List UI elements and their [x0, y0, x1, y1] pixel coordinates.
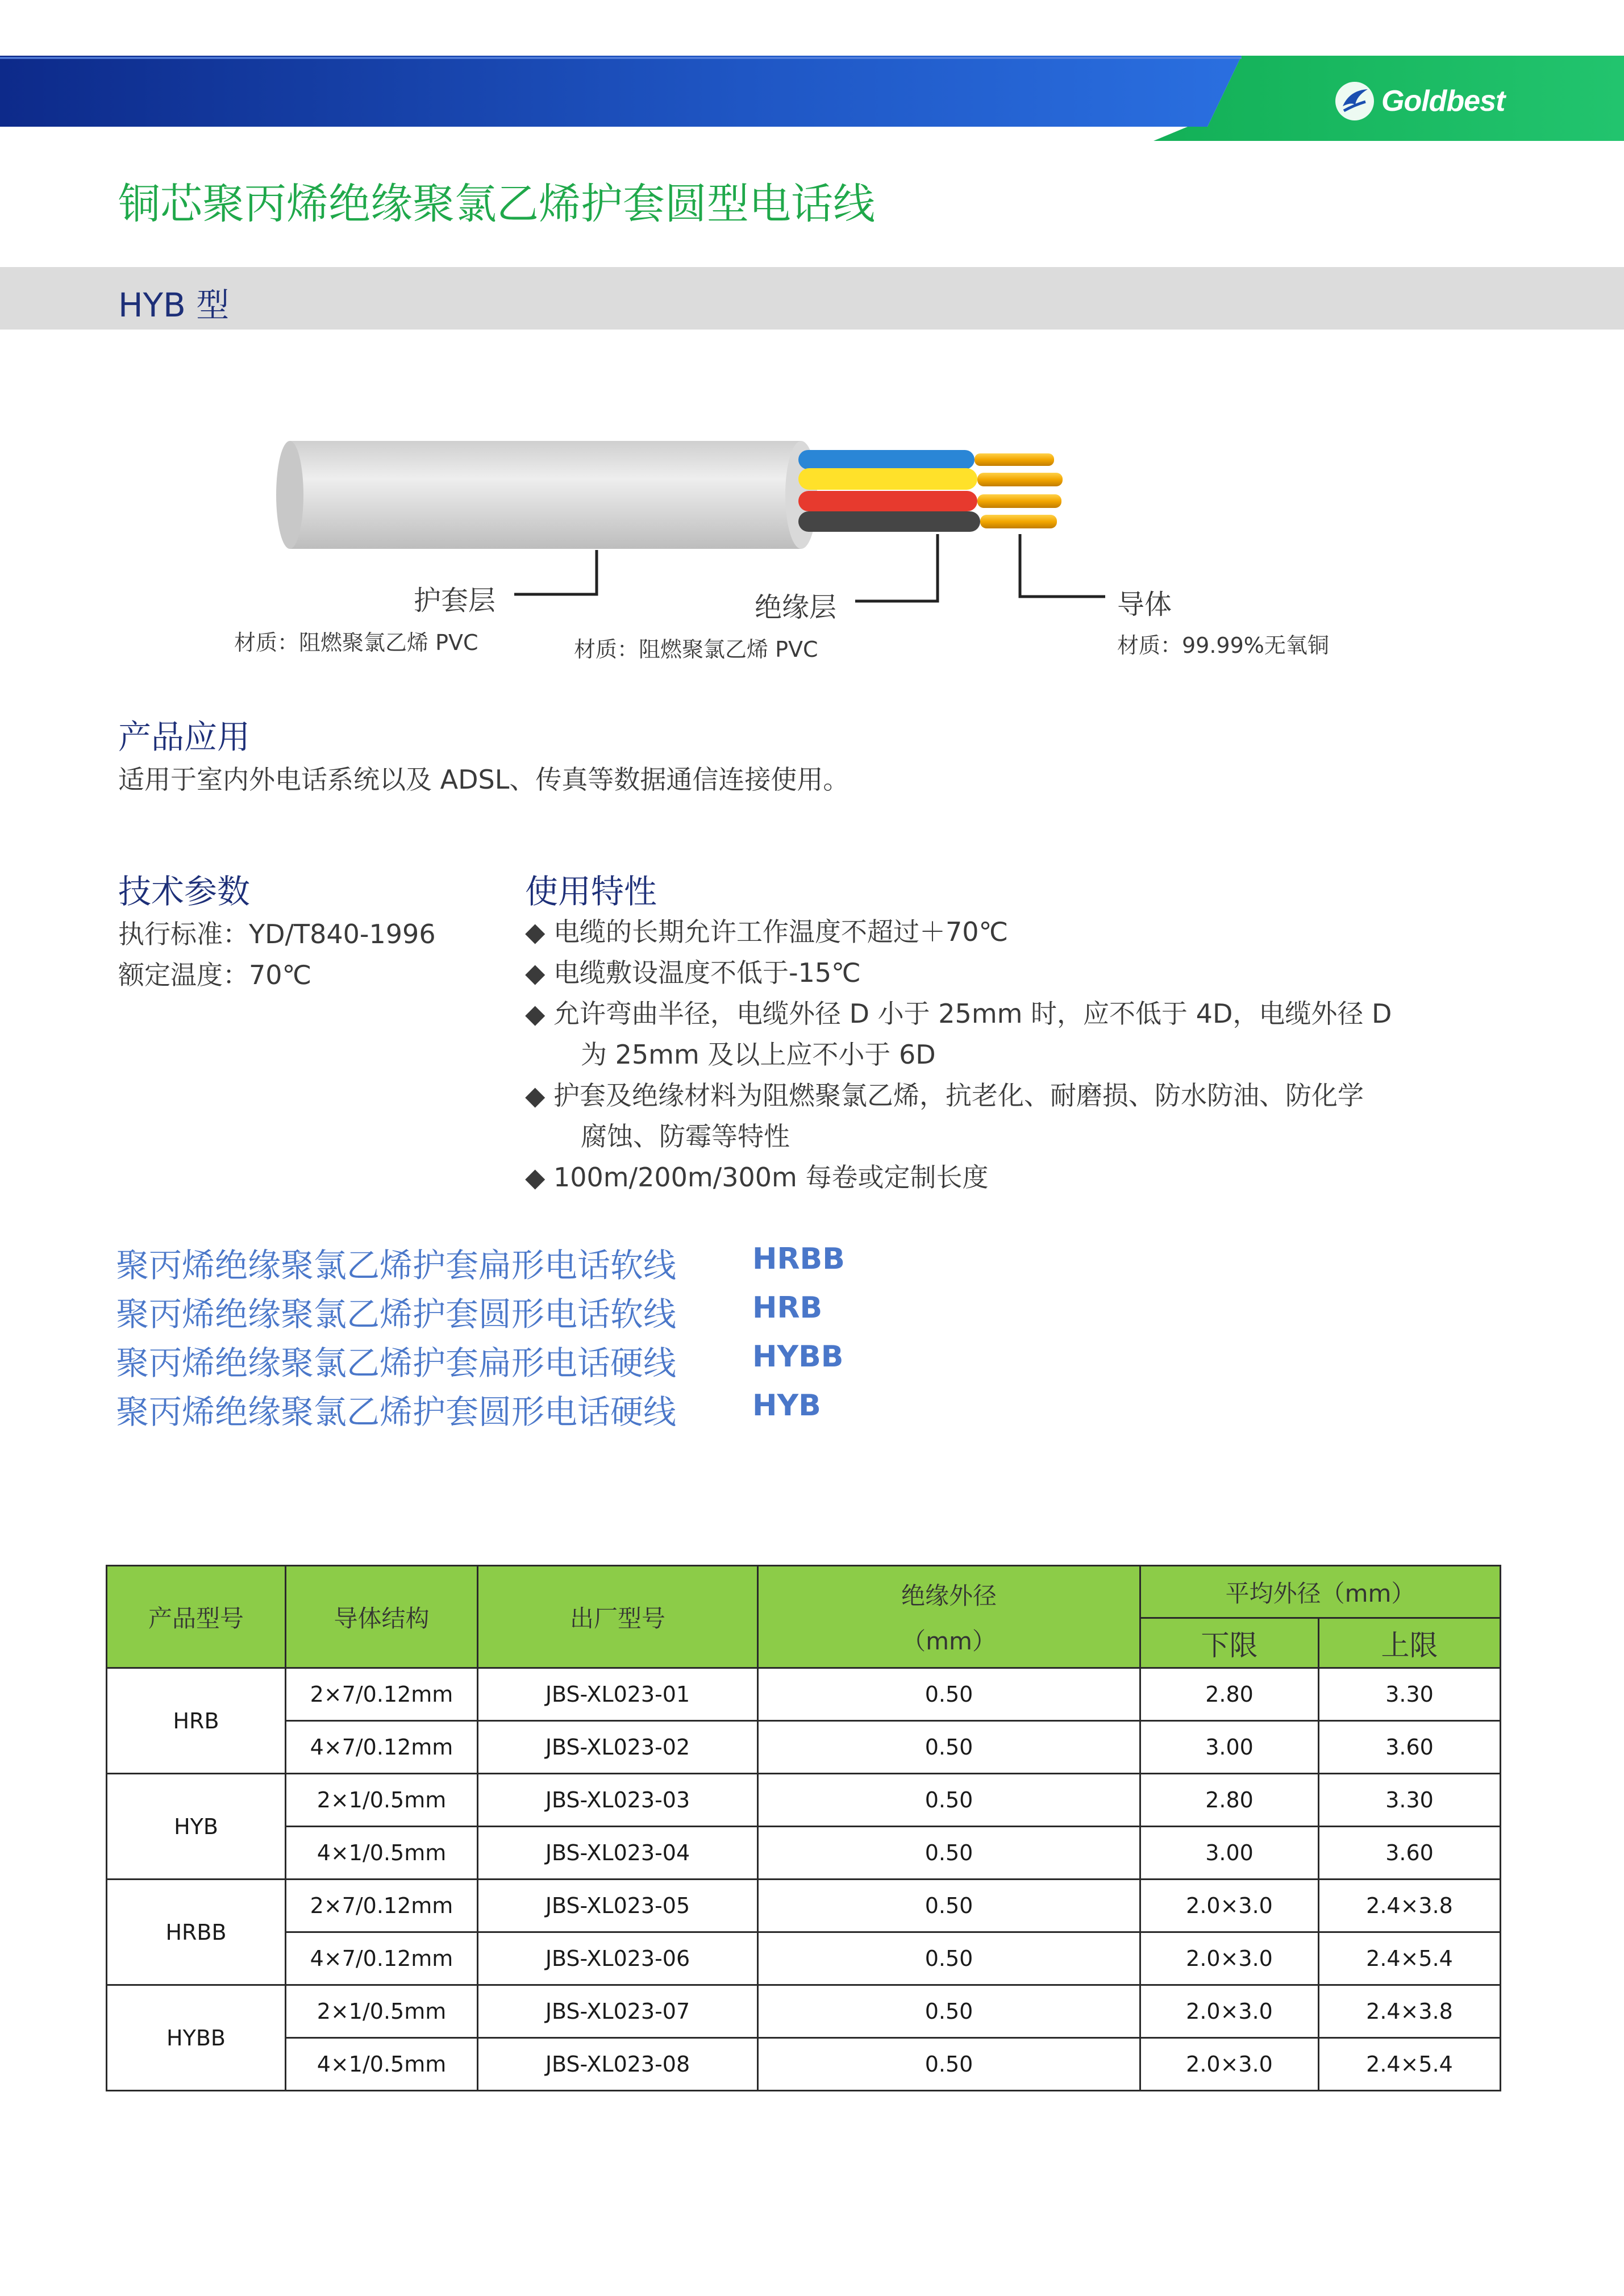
tech-params-heading: 技术参数: [118, 872, 251, 911]
cell-factory: JBS-XL023-03: [478, 1774, 758, 1827]
features-heading: 使用特性: [525, 872, 657, 911]
table-row: [107, 2038, 1501, 2091]
conductor-material: 材质：99.99%无氧铜: [1117, 633, 1329, 658]
feature-item: ◆ 允许弯曲半径，电缆外径 D 小于 25mm 时，应不低于 4D，电缆外径 D: [525, 998, 1392, 1029]
conductor-label: 导体: [1117, 589, 1172, 620]
cell-upper: 3.60: [1319, 1721, 1501, 1774]
application-heading: 产品应用: [118, 718, 251, 756]
sheath-material: 材质：阻燃聚氯乙烯 PVC: [234, 630, 478, 655]
header-avg-diameter: 平均外径（mm）: [1140, 1566, 1501, 1618]
cell-upper: 3.30: [1319, 1774, 1501, 1827]
cell-model: HRBB: [107, 1880, 286, 1985]
cell-upper: 3.30: [1319, 1668, 1501, 1721]
cell-insulation: 0.50: [758, 1880, 1140, 1932]
feature-item-cont: 为 25mm 及以上应不小于 6D: [581, 1039, 936, 1070]
cell-structure: 2×1/0.5mm: [286, 1774, 478, 1827]
cell-lower: 2.0×3.0: [1140, 1985, 1319, 2038]
header-insulation: [758, 1566, 1140, 1668]
cell-insulation: 0.50: [758, 2038, 1140, 2091]
feature-item: ◆ 电缆敷设温度不低于-15℃: [525, 957, 861, 988]
cell-upper: 2.4×5.4: [1319, 1932, 1501, 1985]
application-text: 适用于室内外电话系统以及 ADSL、传真等数据通信连接使用。: [118, 764, 850, 795]
header-insulation-label: 绝缘外径: [901, 1581, 997, 1610]
cell-upper: 2.4×3.8: [1319, 1880, 1501, 1932]
cell-factory: JBS-XL023-01: [478, 1668, 758, 1721]
table-row: [107, 1721, 1501, 1774]
cell-insulation: 0.50: [758, 1668, 1140, 1721]
header-model: 产品型号: [107, 1566, 286, 1668]
sheath-label: 护套层: [414, 585, 496, 616]
cell-structure: 2×7/0.12mm: [286, 1880, 478, 1932]
header-factory-model: 出厂型号: [478, 1566, 758, 1668]
cell-factory: JBS-XL023-06: [478, 1932, 758, 1985]
related-product-code: HYBB: [752, 1340, 844, 1374]
cell-insulation: 0.50: [758, 1827, 1140, 1880]
header-lower: 下限: [1140, 1618, 1319, 1668]
cell-lower: 3.00: [1140, 1827, 1319, 1880]
cell-lower: 2.0×3.0: [1140, 1880, 1319, 1932]
logo-emblem-icon: [1332, 79, 1377, 123]
cell-factory: JBS-XL023-08: [478, 2038, 758, 2091]
related-product-code: HYB: [752, 1389, 821, 1423]
feature-item: ◆ 护套及绝缘材料为阻燃聚氯乙烯，抗老化、耐磨损、防水防油、防化学: [525, 1080, 1364, 1111]
table-row: [107, 1827, 1501, 1880]
insulation-label: 绝缘层: [755, 591, 837, 623]
cell-lower: 3.00: [1140, 1721, 1319, 1774]
cell-structure: 2×1/0.5mm: [286, 1985, 478, 2038]
insulation-layer: [798, 450, 980, 532]
table-row: [107, 1774, 1501, 1827]
related-product-name: 聚丙烯绝缘聚氯乙烯护套扁形电话软线: [116, 1246, 677, 1285]
cell-structure: 4×7/0.12mm: [286, 1721, 478, 1774]
cell-upper: 3.60: [1319, 1827, 1501, 1880]
sheath-layer: [276, 441, 817, 549]
cell-insulation: 0.50: [758, 1774, 1140, 1827]
feature-item: ◆ 电缆的长期允许工作温度不超过＋70℃: [525, 916, 1009, 947]
conductor-layer: [975, 453, 1063, 528]
temperature-text: 额定温度：70℃: [118, 960, 312, 990]
cell-insulation: 0.50: [758, 1721, 1140, 1774]
cell-model: HYB: [107, 1774, 286, 1880]
cell-factory: JBS-XL023-04: [478, 1827, 758, 1880]
cell-lower: 2.0×3.0: [1140, 1932, 1319, 1985]
related-product-name: 聚丙烯绝缘聚氯乙烯护套圆形电话硬线: [116, 1393, 677, 1431]
cell-factory: JBS-XL023-02: [478, 1721, 758, 1774]
cell-lower: 2.80: [1140, 1774, 1319, 1827]
model-label: HYB 型: [118, 286, 230, 324]
header-upper: 上限: [1319, 1618, 1501, 1668]
cell-insulation: 0.50: [758, 1932, 1140, 1985]
table-row: [107, 1985, 1501, 2038]
spec-table: [106, 1565, 1501, 2091]
feature-item-cont: 腐蚀、防霉等特性: [581, 1121, 790, 1152]
cell-insulation: 0.50: [758, 1985, 1140, 2038]
cell-structure: 4×1/0.5mm: [286, 2038, 478, 2091]
cell-lower: 2.80: [1140, 1668, 1319, 1721]
cell-structure: 4×1/0.5mm: [286, 1827, 478, 1880]
table-row: [107, 1932, 1501, 1985]
related-product-name: 聚丙烯绝缘聚氯乙烯护套扁形电话硬线: [116, 1344, 677, 1382]
insulation-material: 材质：阻燃聚氯乙烯 PVC: [574, 637, 818, 662]
cell-model: HRB: [107, 1668, 286, 1774]
cell-structure: 4×7/0.12mm: [286, 1932, 478, 1985]
related-product-name: 聚丙烯绝缘聚氯乙烯护套圆形电话软线: [116, 1295, 677, 1334]
related-product-code: HRB: [752, 1291, 823, 1325]
cell-model: HYBB: [107, 1985, 286, 2091]
cell-factory: JBS-XL023-07: [478, 1985, 758, 2038]
brand-logo: [1332, 78, 1505, 124]
table-row: [107, 1880, 1501, 1932]
cell-upper: 2.4×3.8: [1319, 1985, 1501, 2038]
cell-structure: 2×7/0.12mm: [286, 1668, 478, 1721]
model-band: [0, 267, 1624, 330]
brand-name: Goldbest: [1381, 85, 1505, 118]
related-product-code: HRBB: [752, 1242, 845, 1276]
header-insulation-unit: （mm）: [902, 1627, 996, 1655]
cell-factory: JBS-XL023-05: [478, 1880, 758, 1932]
page-title: 铜芯聚丙烯绝缘聚氯乙烯护套圆型电话线: [118, 180, 875, 228]
cell-upper: 2.4×5.4: [1319, 2038, 1501, 2091]
cell-lower: 2.0×3.0: [1140, 2038, 1319, 2091]
header-structure: 导体结构: [286, 1566, 478, 1668]
feature-item: ◆ 100m/200m/300m 每卷或定制长度: [525, 1162, 989, 1193]
table-row: [107, 1668, 1501, 1721]
standard-text: 执行标准：YD/T840-1996: [118, 919, 436, 949]
